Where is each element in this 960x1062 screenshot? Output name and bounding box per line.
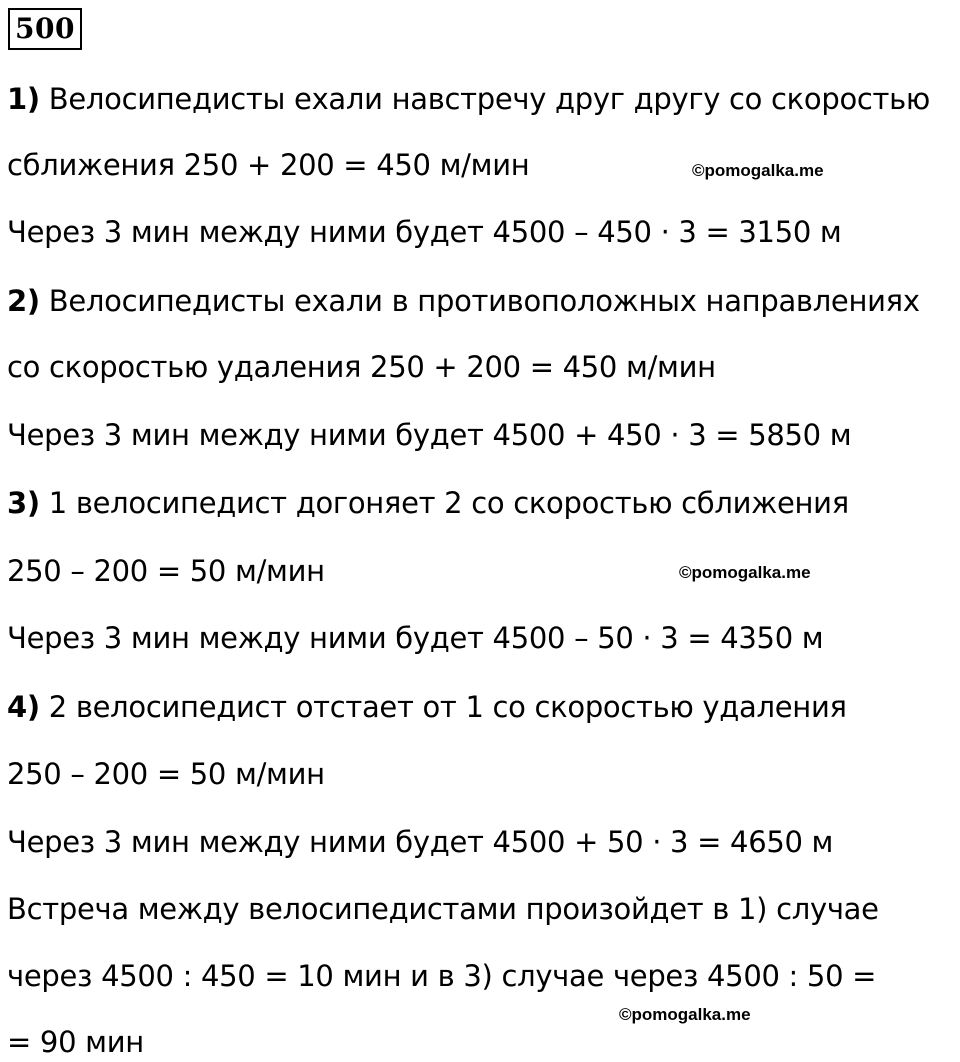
solution-line-10 (7, 689, 847, 725)
line-text-8: 250 – 200 = 50 м/мин (7, 554, 325, 588)
line-text-2: сближения 250 + 200 = 450 м/мин (7, 148, 530, 182)
line-text-11: 250 – 200 = 50 м/мин (7, 757, 325, 791)
solution-line-5 (7, 349, 716, 385)
solution-line-4 (7, 283, 920, 319)
line-text-5: со скоростью удаления 250 + 200 = 450 м/мин (7, 350, 716, 384)
solution-line-11 (7, 756, 325, 792)
line-text-9: Через 3 мин между ними будет 4500 – 50 · 3 = 4350 м (7, 621, 824, 655)
line-text-14: через 4500 : 450 = 10 мин и в 3) случае через 4500 : 50 = (7, 959, 877, 993)
line-text-6: Через 3 мин между ними будет 4500 + 450 · 3 = 5850 м (7, 418, 852, 452)
part-label-2: 2) (7, 284, 40, 318)
part-label-4: 4) (7, 690, 40, 724)
watermark-2: ©pomogalka.me (679, 563, 811, 582)
solution-line-8 (7, 553, 325, 589)
line-text-1: Велосипедисты ехали навстречу друг другу со скоростью (39, 82, 931, 116)
solution-line-2 (7, 147, 529, 183)
line-text-15: = 90 мин (7, 1025, 144, 1059)
watermark-1: ©pomogalka.me (692, 161, 824, 180)
solution-line-13 (7, 891, 879, 927)
part-label-3: 3) (7, 486, 40, 520)
solution-line-12 (7, 824, 833, 860)
line-text-7: 1 велосипедист догоняет 2 со скоростью сближения (39, 486, 849, 520)
line-text-3: Через 3 мин между ними будет 4500 – 450 · 3 = 3150 м (7, 215, 842, 249)
solution-line-6 (7, 417, 851, 453)
line-text-4: Велосипедисты ехали в противоположных направлениях (39, 284, 920, 318)
problem-number-box: 500 (8, 8, 82, 50)
line-text-13: Встреча между велосипедистами произойдет в 1) случае (7, 892, 879, 926)
part-label-1: 1) (7, 82, 40, 116)
solution-line-7 (7, 485, 849, 521)
solution-line-14 (7, 958, 876, 994)
solution-line-15 (7, 1024, 144, 1060)
solution-line-3 (7, 214, 842, 250)
line-text-10: 2 велосипедист отстает от 1 со скоростью удаления (39, 690, 847, 724)
watermark-3: ©pomogalka.me (619, 1005, 751, 1024)
line-text-12: Через 3 мин между ними будет 4500 + 50 · 3 = 4650 м (7, 825, 834, 859)
solution-line-1 (7, 81, 930, 117)
solution-line-9 (7, 620, 823, 656)
